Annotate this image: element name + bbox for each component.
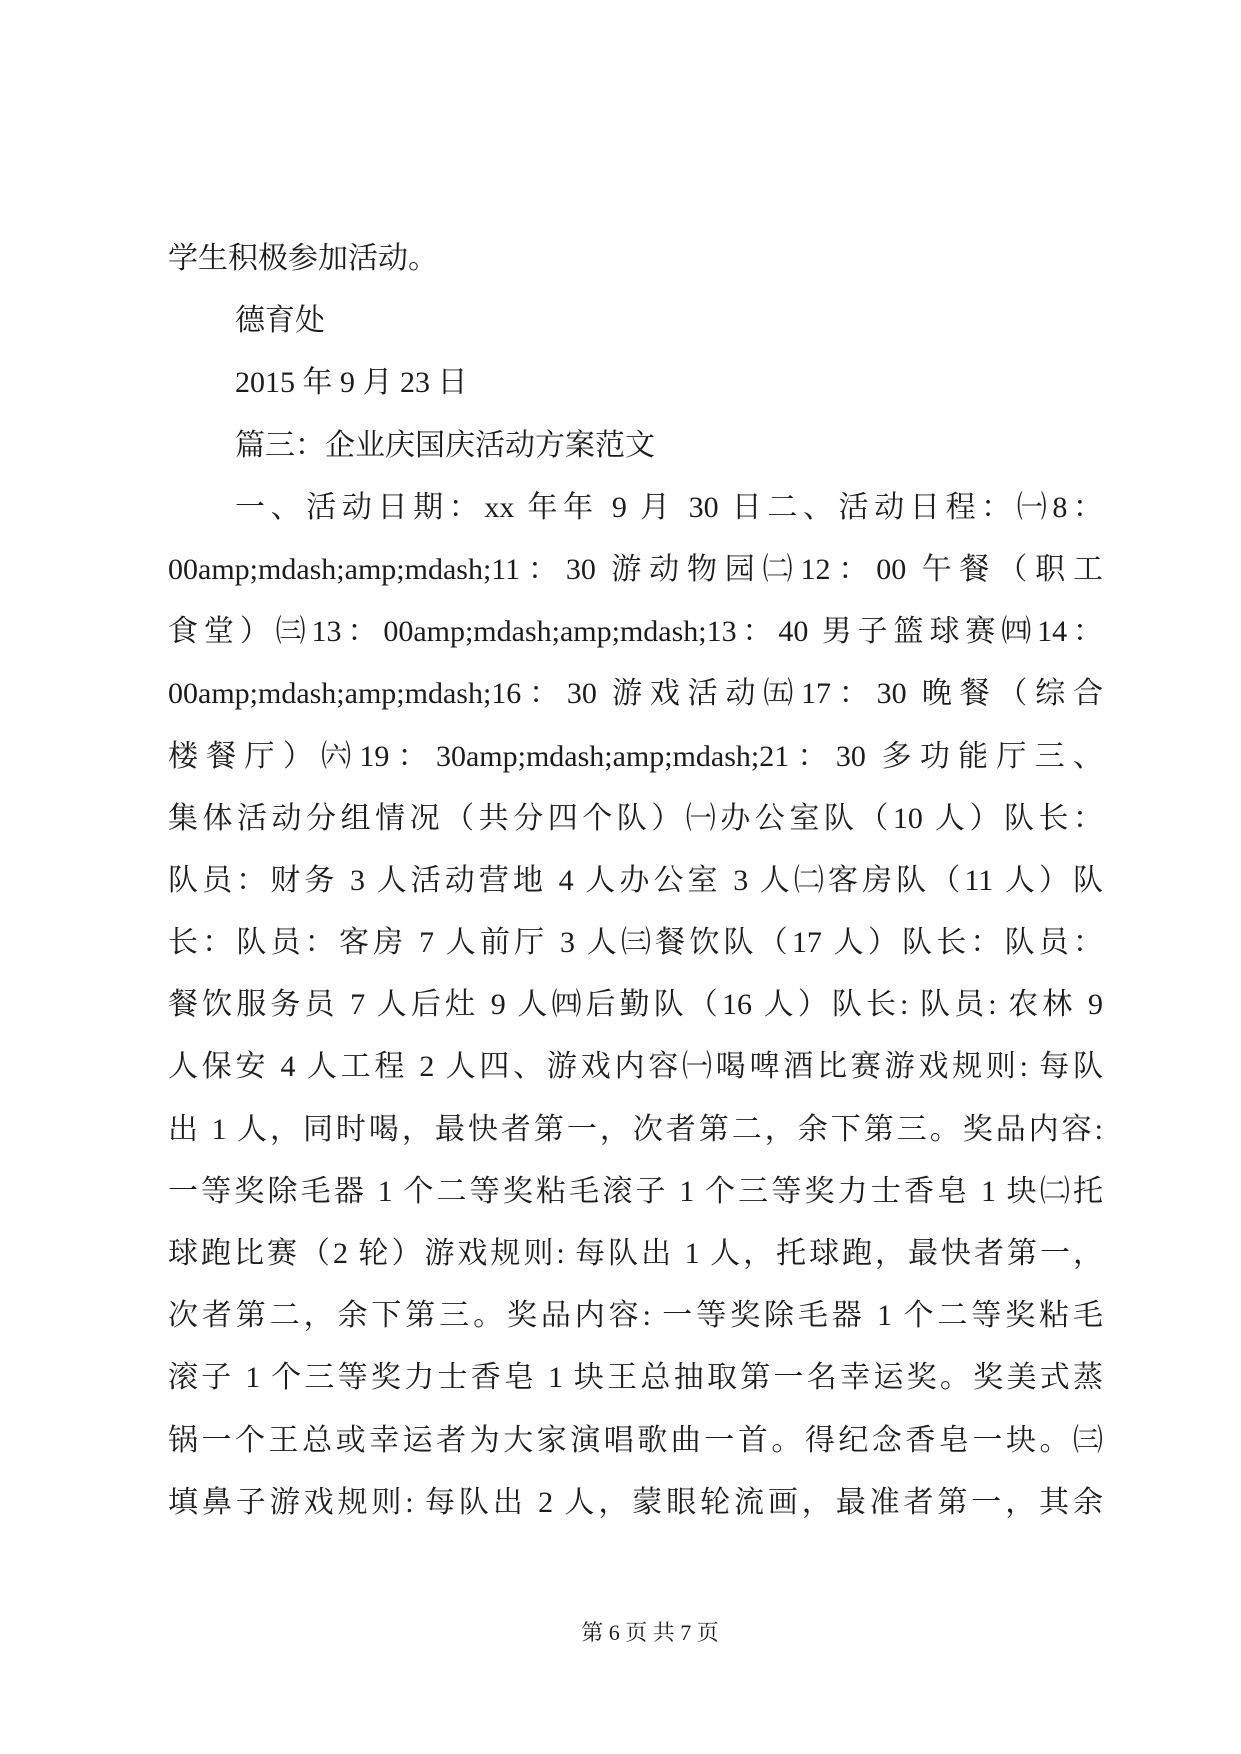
paragraph-line: 球跑比赛（2 轮）游戏规则: 每队出 1 人，托球跑，最快者第一， bbox=[168, 1237, 1103, 1270]
paragraph-line: 集体活动分组情况（共分四个队）㈠办公室队（10 人）队长： bbox=[168, 801, 1103, 835]
signature-date: 2015 年 9 月 23 日 bbox=[235, 366, 468, 400]
paragraph-line: 00amp;mdash;amp;mdash;16：30 游戏活动㈤17：30 晚餐（综合 bbox=[168, 677, 1103, 711]
page-number-footer: 第 6 页 共 7 页 bbox=[581, 1620, 719, 1645]
paragraph-line: 00amp;mdash;amp;mdash;11：30 游动物园㈡12：00 午餐（职工 bbox=[168, 552, 1103, 586]
paragraph-line: 餐饮服务员 7 人后灶 9 人㈣后勤队（16 人）队长: 队员: 农林 9 bbox=[168, 988, 1103, 1022]
paragraph-line: 锅一个王总或幸运者为大家演唱歌曲一首。得纪念香皂一块。㈢ bbox=[168, 1423, 1103, 1457]
paragraph-line: 学生积极参加活动。 bbox=[168, 242, 438, 275]
paragraph-line: 滚子 1 个三等奖力士香皂 1 块王总抽取第一名幸运奖。奖美式蒸 bbox=[168, 1361, 1103, 1395]
paragraph-line: 出 1 人，同时喝，最快者第一，次者第二，余下第三。奖品内容: bbox=[168, 1112, 1103, 1146]
paragraph-line: 人保安 4 人工程 2 人四、游戏内容㈠喝啤酒比赛游戏规则: 每队 bbox=[168, 1050, 1103, 1084]
paragraph-line: 一等奖除毛器 1 个二等奖粘毛滚子 1 个三等奖力士香皂 1 块㈡托 bbox=[168, 1174, 1103, 1208]
section-heading: 篇三：企业庆国庆活动方案范文 bbox=[235, 428, 655, 462]
paragraph-line: 队员：财务 3 人活动营地 4 人办公室 3 人㈡客房队（11 人）队 bbox=[168, 863, 1103, 897]
paragraph-line: 长：队员：客房 7 人前厅 3 人㈢餐饮队（17 人）队长：队员： bbox=[168, 926, 1103, 960]
paragraph-line: 楼餐厅）㈥19：30amp;mdash;amp;mdash;21：30 多功能厅三、 bbox=[168, 739, 1103, 773]
signature-department: 德育处 bbox=[235, 304, 325, 338]
body-text bbox=[168, 228, 1103, 1534]
paragraph-line: 次者第二，余下第三。奖品内容: 一等奖除毛器 1 个二等奖粘毛 bbox=[168, 1299, 1103, 1333]
paragraph-line: 食堂）㈢13：00amp;mdash;amp;mdash;13：40 男子篮球赛㈣14： bbox=[168, 615, 1103, 649]
paragraph-line: 一、活动日期：xx 年年 9 月 30 日二、活动日程：㈠8： bbox=[235, 490, 1103, 524]
paragraph-line: 填鼻子游戏规则: 每队出 2 人，蒙眼轮流画，最准者第一，其余 bbox=[168, 1485, 1103, 1519]
